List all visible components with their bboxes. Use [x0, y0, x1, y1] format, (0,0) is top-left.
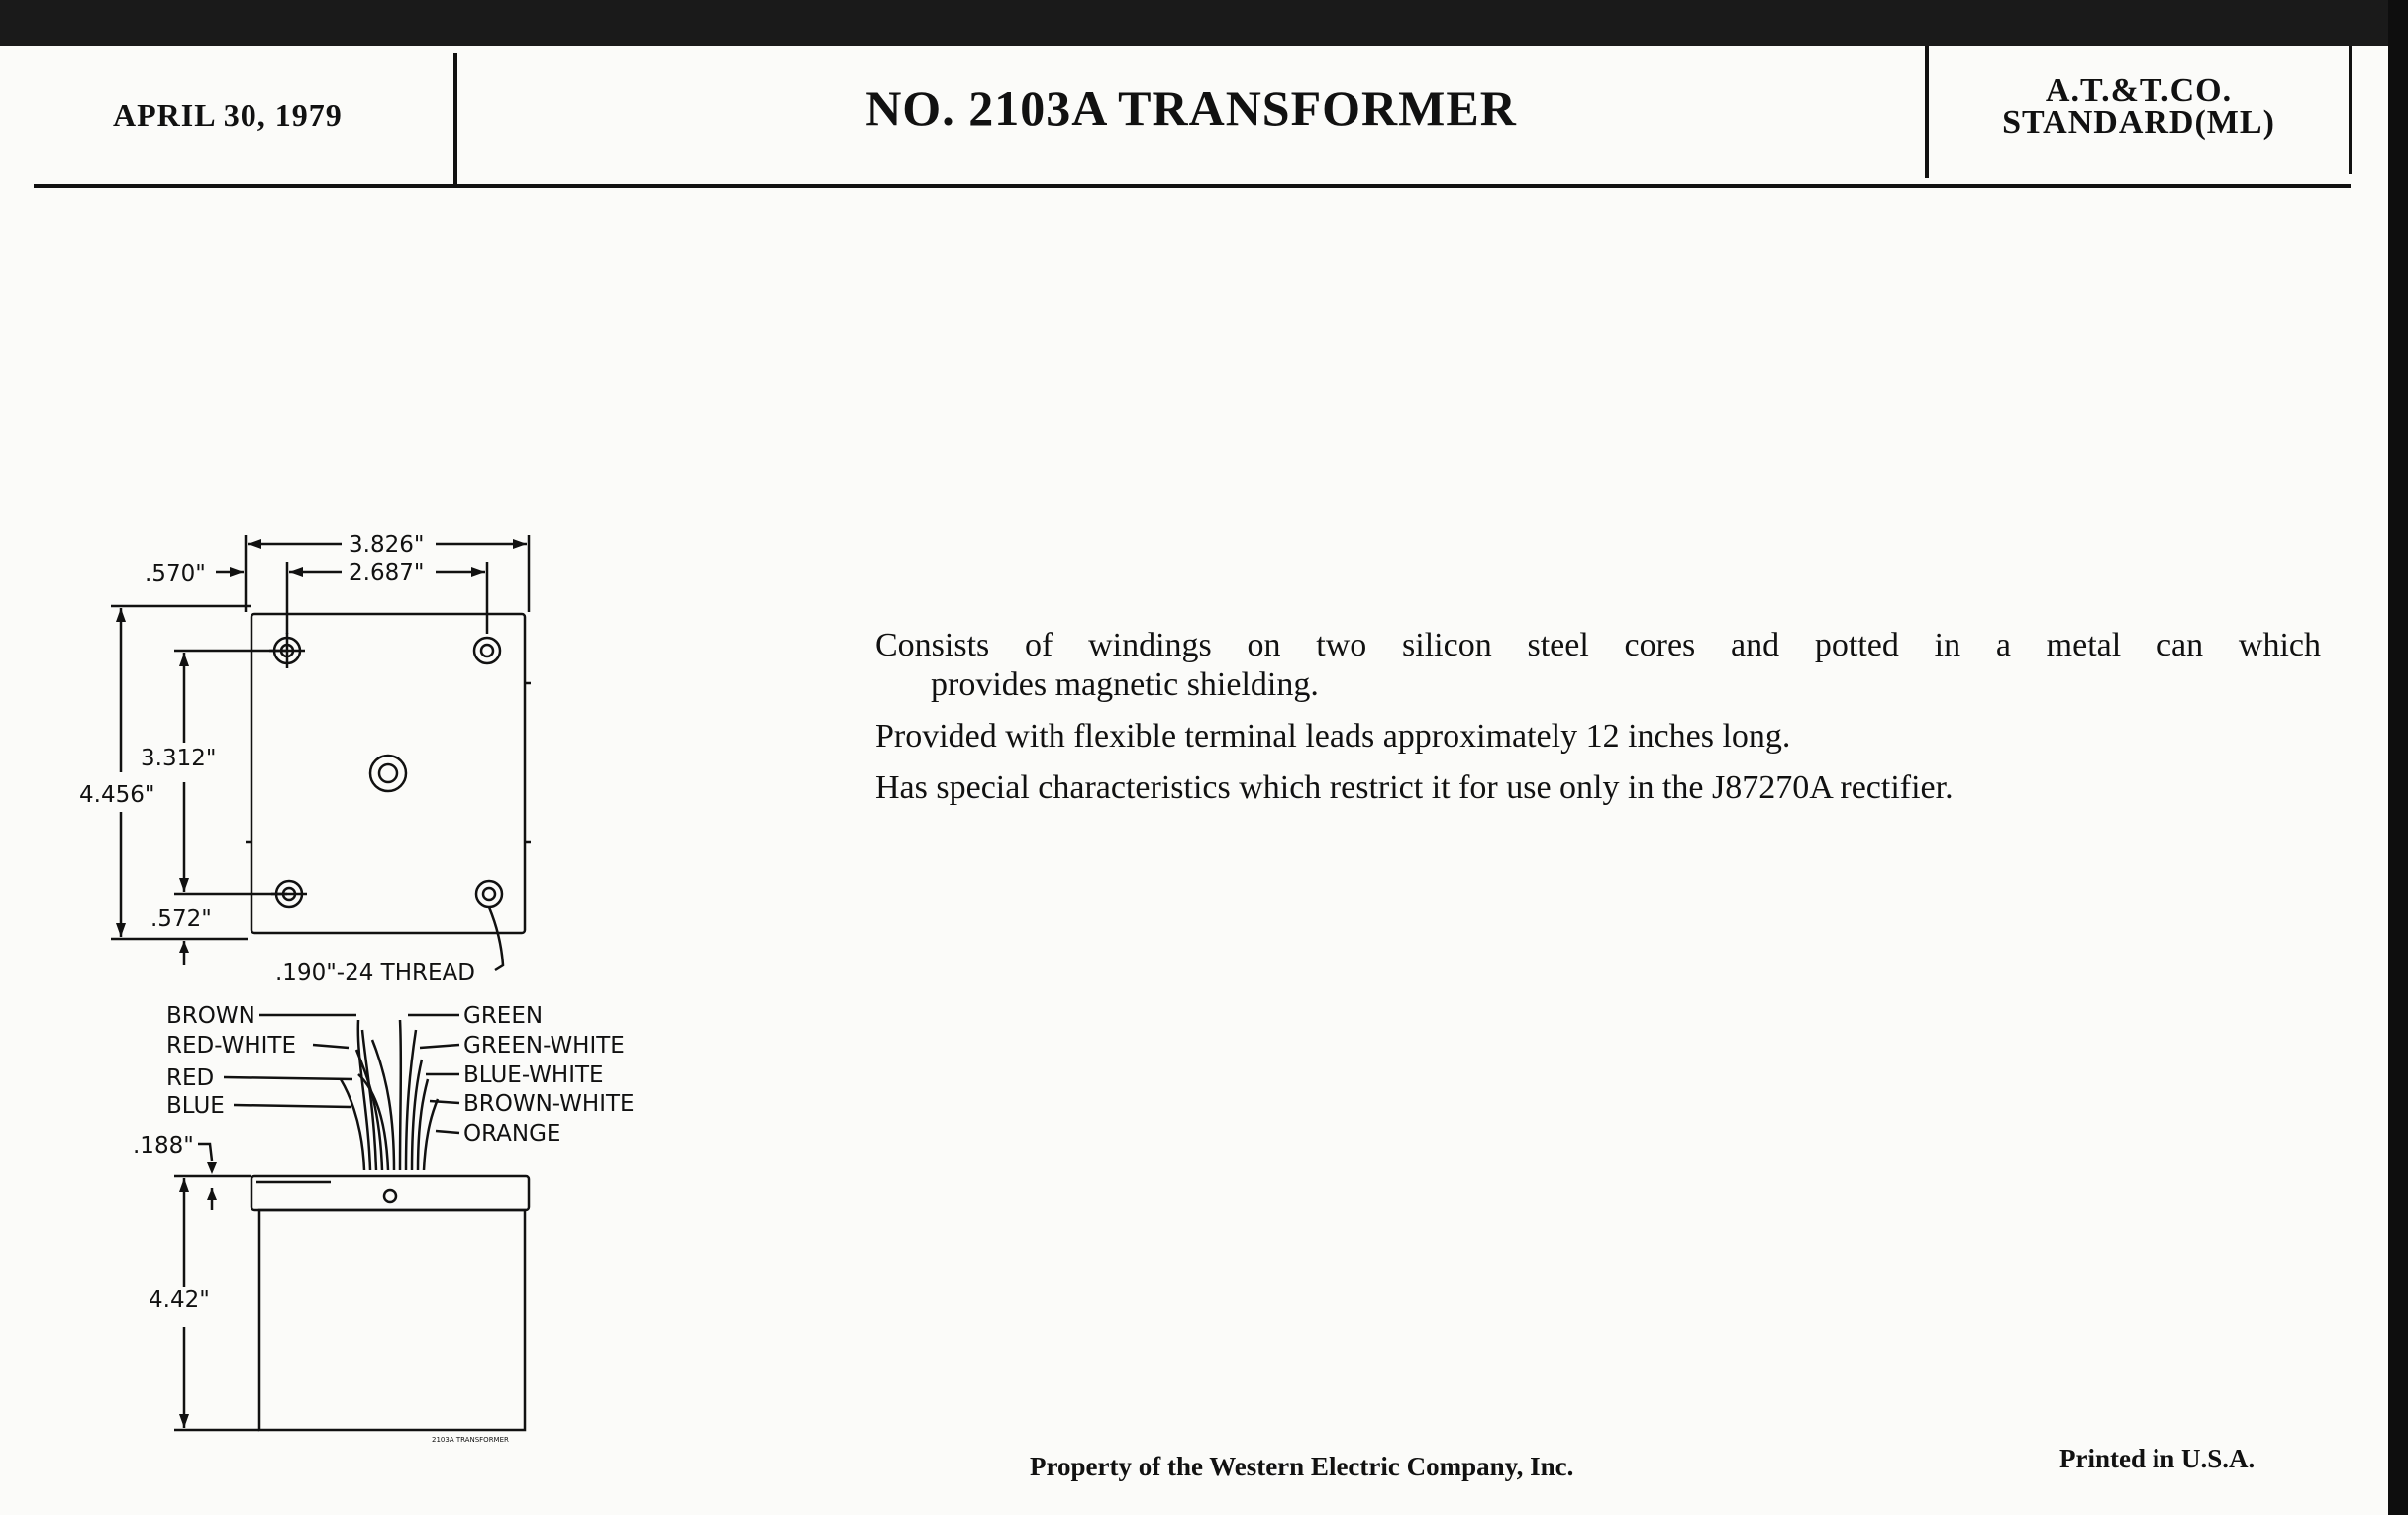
- center-stud: [370, 756, 406, 791]
- lead-label-green: GREEN: [463, 1003, 544, 1029]
- lead-label-red-white: RED-WHITE: [166, 1033, 296, 1059]
- lead-label-blue: BLUE: [166, 1093, 225, 1119]
- mounting-hole: [474, 638, 500, 663]
- description-paragraph: Has special characteristics which restrict it for use only in the J87270A rectifier.: [875, 769, 1954, 806]
- dim-hole-spacing-v: 3.312": [141, 746, 217, 771]
- lead-label-red: RED: [166, 1065, 215, 1091]
- lead-label-brown: BROWN: [166, 1003, 255, 1029]
- dim-width: 3.826": [349, 532, 425, 557]
- issue-date: APRIL 30, 1979: [113, 97, 343, 133]
- thread-callout: .190"-24 THREAD: [275, 960, 475, 986]
- lead-label-orange: ORANGE: [463, 1121, 561, 1147]
- footer-property: Property of the Western Electric Company, Inc.: [1030, 1452, 1574, 1481]
- dim-hole-spacing-h: 2.687": [349, 560, 425, 586]
- dim-side-height: 4.42": [149, 1287, 210, 1313]
- lead-label-blue-white: BLUE-WHITE: [463, 1062, 604, 1088]
- dim-height: 4.456": [79, 782, 155, 808]
- description-paragraph: Provided with flexible terminal leads approximately 12 inches long.: [875, 718, 1791, 755]
- description-line: Consists of windings on two silicon steel cores and potted in a metal can which: [875, 627, 2321, 663]
- side-view-body: [259, 1210, 525, 1430]
- standard-line2: STANDARD(ML): [2002, 104, 2275, 141]
- can-stamp: 2103A TRANSFORMER: [432, 1436, 509, 1444]
- standard-line1: A.T.&T.CO.: [2045, 72, 2233, 109]
- terminal-leads: [341, 1020, 438, 1170]
- dim-offset-bottom: .572": [150, 906, 212, 932]
- mounting-hole: [476, 881, 502, 907]
- footer-printed: Printed in U.S.A.: [2059, 1444, 2256, 1473]
- lead-label-green-white: GREEN-WHITE: [463, 1033, 625, 1059]
- dim-offset-left: .570": [145, 561, 206, 587]
- lead-label-brown-white: BROWN-WHITE: [463, 1091, 635, 1117]
- page-title: NO. 2103A TRANSFORMER: [865, 80, 1517, 136]
- dim-lid: .188": [133, 1133, 194, 1159]
- description-line: provides magnetic shielding.: [931, 666, 1319, 703]
